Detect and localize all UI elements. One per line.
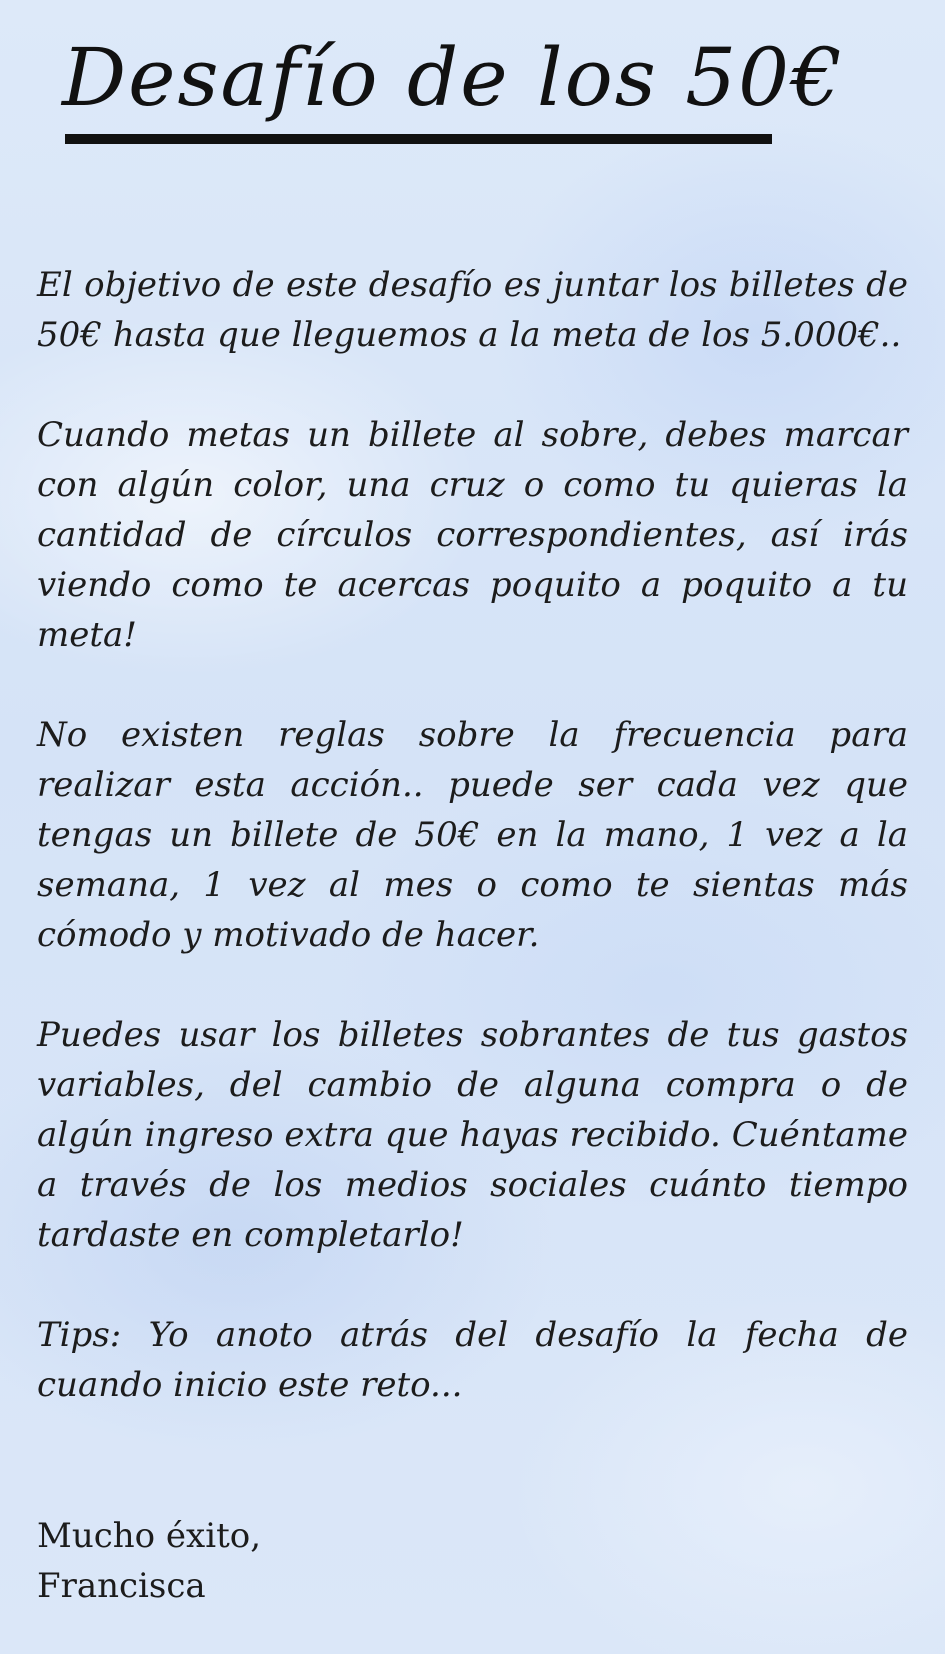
paragraph-objective: El objetivo de este desafío es juntar los billetes de 50€ hasta que lleguemos a la meta de los 5.000€.. <box>37 265 908 355</box>
paragraph-tips: Tips: Yo anoto atrás del desafío la fecha de cuando inicio este reto... <box>37 1315 908 1405</box>
title-underline <box>65 134 772 144</box>
signoff <box>37 1511 261 1611</box>
paragraph-instructions: Cuando metas un billete al sobre, debes marcar con algún color, una cruz o como tu quieras la cantidad de círculos correspondientes, así irás viendo como te acercas poquito a poquito a tu meta! <box>37 415 908 655</box>
signoff-name: Francisca <box>37 1566 206 1606</box>
body-text <box>37 260 908 1460</box>
paragraph-sources: Puedes usar los billetes sobrantes de tus gastos variables, del cambio de alguna compra o de algún ingreso extra que hayas recibido. Cuéntame a través de los medios sociales cuánto tiempo tardaste en completarlo! <box>37 1015 908 1255</box>
page-title: Desafío de los 50€ <box>62 31 844 124</box>
paragraph-frequency: No existen reglas sobre la frecuencia para realizar esta acción.. puede ser cada vez que tengas un billete de 50€ en la mano, 1 vez a la semana, 1 vez al mes o como te sientas más cómodo y motivado de hacer. <box>37 715 908 955</box>
signoff-closing: Mucho éxito, <box>37 1516 262 1556</box>
